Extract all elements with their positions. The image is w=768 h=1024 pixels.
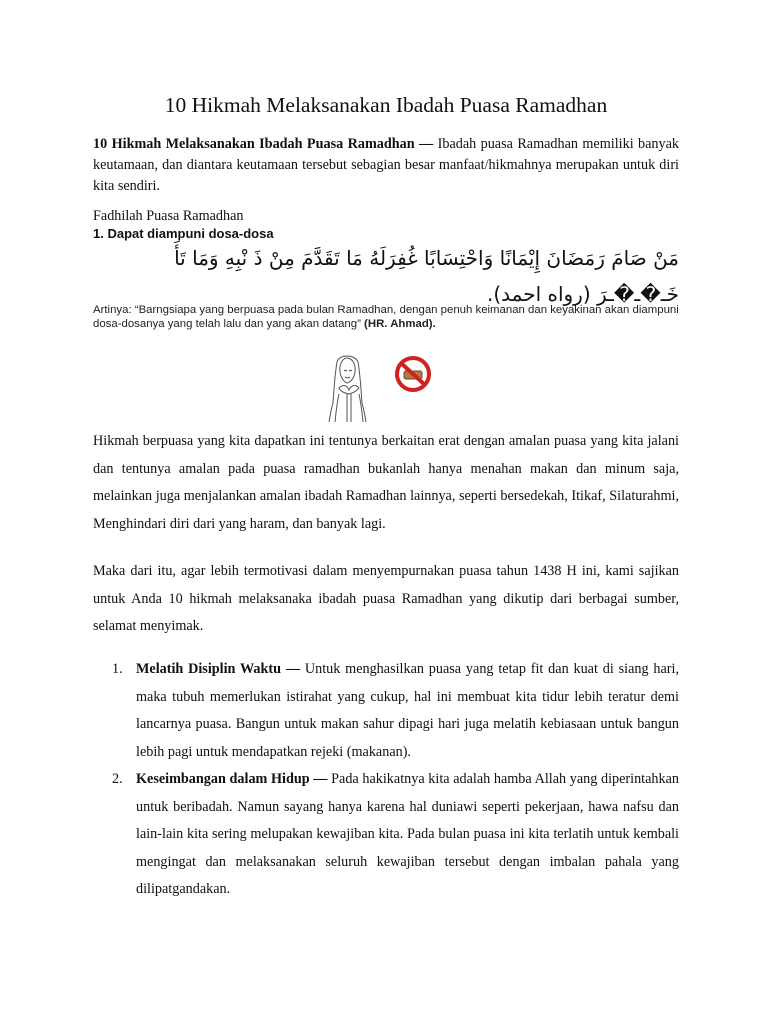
illustration — [325, 348, 435, 424]
hadith-source: (HR. Ahmad). — [364, 318, 436, 330]
translation-body: Artinya: “Barngsiapa yang berpuasa pada bulan Ramadhan, dengan penuh keimanan dan keyakinan akan diampuni dosa-dosanya yang telah lalu dan yang akan datang” — [93, 304, 679, 330]
intro-text: Ibadah puasa Ramadhan memiliki banyak keutamaan, dan diantara keutamaan tersebut sebagian besar manfaat/hikmahnya merupakan untuk diri kita sendiri. — [93, 136, 680, 194]
list-item — [93, 766, 679, 904]
list-item-text: Pada hakikatnya kita adalah hamba Allah yang diperintahkan untuk beribadah. Namun sayang hanya karena hal duniawi seperti pekerjaan, hawa nafsu dan lain-lain kita sering melupakan kewajiban kita. Pada bulan puasa ini kita terlatih untuk kembali mengingat dan melaksanakan seluruh kewajiban tersebut dengan imbalan pahala yang dilipatgandakan. — [136, 771, 679, 897]
list-item-heading: Melatih Disiplin Waktu — — [136, 661, 301, 677]
list-number: 1. — [112, 661, 123, 677]
list-item-heading: Keseimbangan dalam Hidup — — [136, 771, 328, 787]
list-number: 2. — [112, 771, 123, 787]
intro-paragraph — [93, 134, 679, 197]
hikmah-list — [93, 656, 679, 904]
list-item — [93, 656, 679, 766]
arabic-hadith: مَنْ صَامَ رَمَضَانَ إِيْمَانًا وَاحْتِسَابًا غُفِرَلَهُ مَا تَقَدَّمَ مِنْ ذَ نْبِهِ وَمَا تَأَ خَـ�ـ�ـرَ (رواه احمد). — [174, 246, 679, 306]
intro-bold-lead: 10 Hikmah Melaksanakan Ibadah Puasa Ramadhan — — [93, 136, 434, 152]
no-food-icon — [393, 354, 433, 394]
point-heading: 1. Dapat diampuni dosa-dosa — [93, 226, 274, 241]
page-title: 10 Hikmah Melaksanakan Ibadah Puasa Ramadhan — [164, 93, 608, 117]
list-item-text: Untuk menghasilkan puasa yang tetap fit dan kuat di siang hari, maka tubuh memerlukan istirahat yang cukup, hal ini membuat kita tidur lebih teratur demi lancarnya puasa. Bangun untuk makan sahur dipagi hari juga melatih kebiasaan untuk bangun lebih pagi untuk mendapatkan rejeki (makanan). — [136, 661, 680, 760]
translation-text — [93, 303, 679, 331]
body-paragraph-2: Maka dari itu, agar lebih termotivasi dalam menyempurnakan puasa tahun 1438 H ini, kami sajikan untuk Anda 10 hikmah melaksanaka ibadah puasa Ramadhan yang dikutip dari berbagai sumber, selamat menyimak. — [93, 563, 679, 634]
body-paragraph-1: Hikmah berpuasa yang kita dapatkan ini tentunya berkaitan erat dengan amalan puasa yang kita jalani dan tentunya amalan pada puasa ramadhan bukanlah hanya menahan makan dan minum saja, melainkan juga menjalankan amalan ibadah Ramadhan lainnya, seperti bersedekah, Itikaf, Silaturahmi, Menghindari diri dari yang haram, dan banyak lagi. — [93, 433, 679, 532]
fadhilah-label: Fadhilah Puasa Ramadhan — [93, 208, 244, 224]
